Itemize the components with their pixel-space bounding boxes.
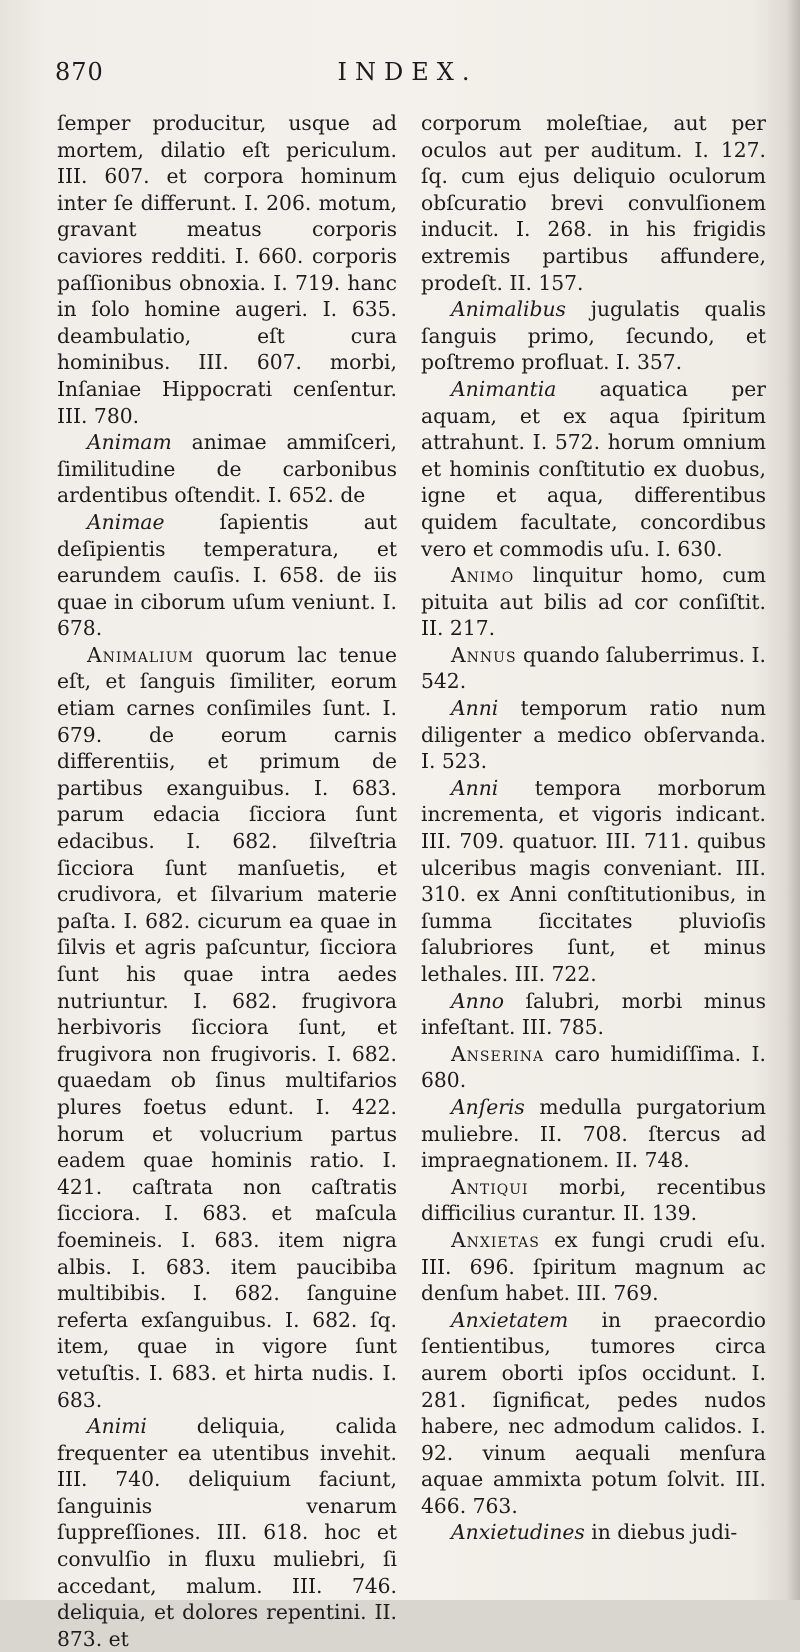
index-entry-text: ſapientis aut deſipientis temperatura, et earundem cauſis. I. 658. de iis quae in ciborum uſum veniunt. I. 678.: [57, 509, 397, 641]
index-lemma: Anni: [451, 696, 499, 721]
index-lemma: Anſeris: [451, 1094, 525, 1119]
index-entry: [421, 110, 766, 296]
index-lemma: Animantia: [451, 376, 557, 401]
index-entry: [421, 1227, 766, 1307]
index-entry-text: caro humidiſſima. I. 680.: [421, 1041, 766, 1093]
index-lemma: Animae: [87, 509, 165, 534]
index-entry-text: morbi, recentibus difficilius curantur. II. 139.: [421, 1174, 766, 1226]
index-entry: [421, 562, 766, 642]
index-entry-text: jugulatis qualis ſanguis primo, ſecundo, et poſtremo profluat. I. 357.: [421, 297, 766, 375]
index-entry-text: tempora morborum incrementa, et vigoris indicant. III. 709. quatuor. III. 711. quibus ulceribus magis conveniant. III. 310. ex Anni conſtitutionibus, in ſumma ſiccitates pluvioſis ſalubriores ſunt, et minus lethales. III. 722.: [421, 775, 766, 986]
index-entry: [421, 695, 766, 775]
page-number: 870: [55, 58, 104, 86]
index-lemma: Animam: [87, 430, 172, 455]
index-entry-text: in diebus judi-: [584, 1520, 738, 1545]
left-column: [57, 110, 397, 1652]
index-entry: [421, 296, 766, 376]
index-entry: [421, 1519, 766, 1546]
right-column: [421, 110, 766, 1546]
index-entry: [421, 988, 766, 1041]
index-entry-text: linquitur homo, cum pituita aut bilis ad cor conſiſtit. II. 217.: [421, 563, 766, 641]
index-entry: [421, 775, 766, 988]
page-header: [55, 58, 760, 98]
index-entry: [57, 110, 397, 429]
index-lemma: Anni: [451, 775, 499, 800]
index-entry: [421, 1174, 766, 1227]
index-entry-text: ex fungi crudi eſu. III. 696. ſpiritum magnum ac denſum habet. III. 769.: [421, 1227, 766, 1306]
index-entry-text: ſalubri, morbi minus infeſtant. III. 785.: [421, 988, 766, 1040]
index-entry-text: ſemper producitur, usque ad mortem, dilatio eſt periculum. III. 607. et corpora hominum inter ſe differunt. I. 206. motum, gravant meatus corporis caviores redditi. I. 660. corporis paſſionibus obnoxia. I. 719. hanc in ſolo homine augeri. I. 635. deambulatio, eſt cura hominibus. III. 607. morbi, Inſaniae Hippocrati cenſentur. III. 780.: [57, 111, 397, 428]
index-entry: [57, 509, 397, 642]
index-lemma: Anserina: [451, 1041, 545, 1066]
index-lemma: Anxietas: [451, 1227, 540, 1252]
index-entry: [57, 1413, 397, 1652]
running-title: INDEX.: [337, 58, 478, 86]
index-entry-text: deliquia, calida frequenter ea utentibus invehit. III. 740. deliquium faciunt, ſanguinis venarum ſuppreſſiones. III. 618. hoc et convulſio in fluxu muliebri, ſi accedant, malum. III. 746. deliquia, et dolores repentini. II. 873. et: [57, 1414, 397, 1651]
index-lemma: Anxietatem: [451, 1307, 569, 1332]
index-entry-text: quorum lac tenue eſt, et ſanguis ſimiliter, eorum etiam carnes conſimiles ſunt. I. 679. de eorum carnis differentiis, et primum de partibus exanguibus. I. 683. parum edacia ſicciora ſunt edacibus. I. 682. ſilveſtria ſicciora ſunt manſuetis, et crudivora, et ſilvarium materie paſta. I. 682. cicurum ea quae in ſilvis et agris paſcuntur, ſicciora ſunt his quae intra aedes nutriuntur. I. 682. frugivora herbivoris ſicciora ſunt, et frugivora non frugivoris. I. 682. quaedam ob ſinus multifarios plures foetus edunt. I. 422. horum et volucrium partus eadem quae hominis ratio. I. 421. caſtrata non caſtratis ſicciora. I. 683. et maſcula foemineis. I. 683. item nigra albis. I. 683. item paucibiba multibibis. I. 682. ſanguine referta exſanguibus. I. 682. ſq. item, quae in vigore ſunt vetuſtis. I. 683. et hirta nudis. I. 683.: [57, 642, 397, 1412]
index-entry-text: in praecordio ſentientibus, tumores circa aurem oborti ipſos occidunt. I. 281. ſignificat, pedes nudos habere, nec admodum calidos. I. 92. vinum aequali menſura aquae ammixta potum ſolvit. III. 466. 763.: [421, 1307, 766, 1518]
index-entry: [421, 1094, 766, 1174]
page-gutter-shadow: [786, 0, 800, 1600]
index-lemma: Animo: [451, 563, 515, 588]
index-lemma: Antiqui: [451, 1174, 529, 1199]
index-entry: [421, 1307, 766, 1520]
index-lemma: Animalium: [87, 642, 194, 667]
index-lemma: Anno: [451, 988, 504, 1013]
index-entry-text: temporum ratio num diligenter a medico obſervanda. I. 523.: [421, 696, 766, 774]
index-entry: [57, 642, 397, 1413]
index-lemma: Annus: [451, 642, 517, 667]
index-lemma: Animi: [87, 1414, 147, 1439]
index-entry-text: quando ſaluberrimus. I. 542.: [421, 642, 766, 694]
index-entry: [421, 376, 766, 562]
index-lemma: Anxietudines: [451, 1520, 585, 1545]
index-entry-text: medulla purgatorium muliebre. II. 708. ſtercus ad impraegnationem. II. 748.: [421, 1094, 766, 1173]
index-entry: [421, 642, 766, 695]
index-lemma: Animalibus: [451, 297, 566, 322]
index-entry-text: corporum moleſtiae, aut per oculos aut per auditum. I. 127. ſq. cum ejus deliquio oculorum obſcuratio brevi convulſionem inducit. I. 268. in his frigidis extremis partibus affundere, prodeſt. II. 157.: [421, 111, 766, 295]
index-entry: [57, 429, 397, 509]
index-entry-text: animae ammiſceri, ſimilitudine de carbonibus ardentibus oſtendit. I. 652. de: [57, 430, 397, 508]
index-entry: [421, 1041, 766, 1094]
index-entry-text: aquatica per aquam, et ex aqua ſpiritum attrahunt. I. 572. horum omnium et hominis conſtitutio ex duobus, igne et aqua, differentibus quidem facultate, concordibus vero et commodis uſu. I. 630.: [421, 376, 766, 561]
